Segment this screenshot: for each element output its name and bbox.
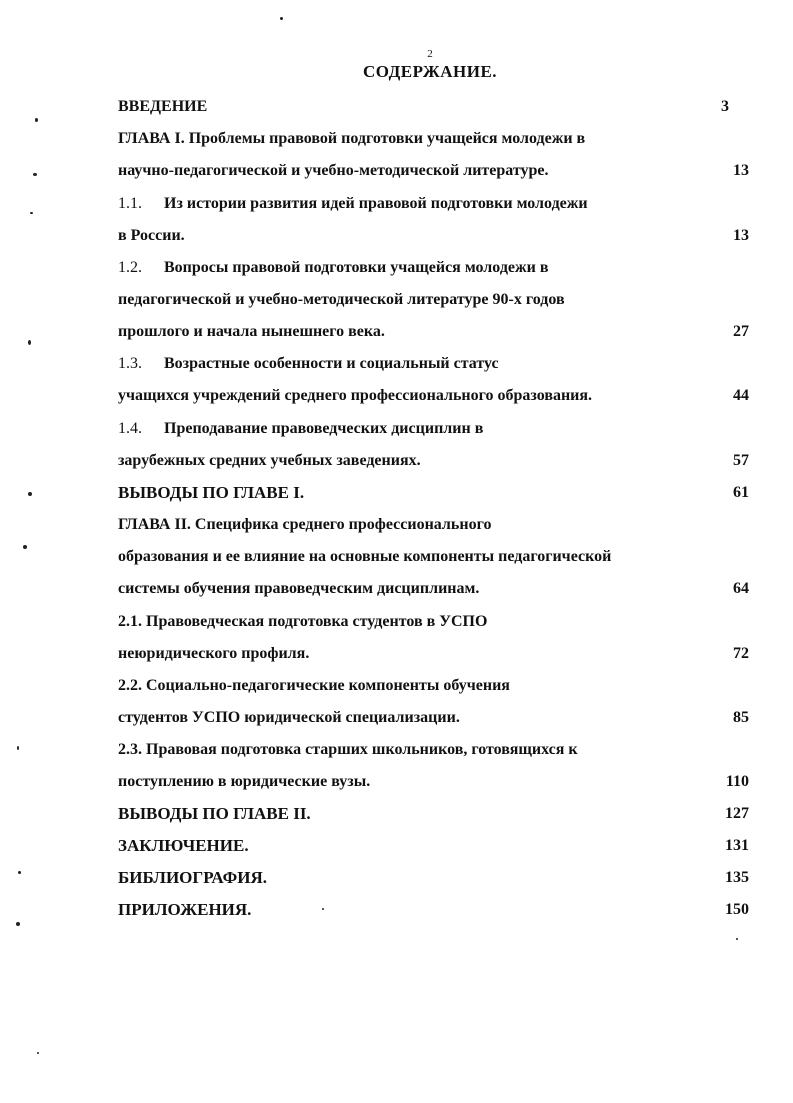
scan-speck — [17, 746, 19, 750]
toc-section-2-1-line1: 2.1. Правоведческая подготовка студентов в УСПО — [118, 613, 488, 630]
page-number: 2 — [427, 48, 433, 60]
toc-page-section-1-2: 27 — [733, 323, 749, 340]
toc-page-section-2-3: 110 — [725, 773, 749, 790]
scan-speck — [28, 492, 32, 496]
toc-page-section-1-3: 44 — [733, 387, 749, 404]
scan-speck — [322, 908, 324, 910]
toc-chapter2-line2: образования и ее влияние на основные компоненты педагогической — [118, 548, 612, 565]
toc-chapter1-line1: ГЛАВА I. Проблемы правовой подготовки учащейся молодежи в — [118, 130, 586, 147]
toc-section-2-3-line1: 2.3. Правовая подготовка старших школьников, готовящихся к — [118, 741, 578, 758]
toc-page-conclusions-chapter1: 61 — [733, 484, 749, 501]
toc-bibliography: БИБЛИОГРАФИЯ. — [118, 868, 267, 887]
scan-speck — [35, 118, 38, 122]
toc-section-1-2-line2: педагогической и учебно-методической литературе 90-х годов — [118, 291, 565, 308]
toc-page-intro: 3 — [721, 98, 729, 115]
scan-speck — [37, 1052, 39, 1054]
toc-section-1-1-number: 1.1. — [118, 195, 142, 212]
toc-chapter1-line2: научно-педагогической и учебно-методической литературе. — [118, 162, 549, 179]
toc-page-bibliography: 135 — [725, 869, 749, 886]
scan-speck — [280, 17, 283, 20]
toc-section-1-1-title: Из истории развития идей правовой подготовки молодежи — [164, 195, 588, 212]
toc-section-1-3-number: 1.3. — [118, 355, 142, 372]
toc-section-1-3-line2: учащихся учреждений среднего профессионального образования. — [118, 387, 593, 404]
toc-conclusions-chapter1: ВЫВОДЫ ПО ГЛАВЕ I. — [118, 483, 305, 502]
toc-page-chapter1: 13 — [733, 162, 749, 179]
toc-section-1-1-line2: в России. — [118, 227, 185, 244]
toc-section-1-2-number: 1.2. — [118, 259, 142, 276]
toc-section-2-3-line2: поступлению в юридические вузы. — [118, 773, 371, 790]
toc-section-1-3-title: Возрастные особенности и социальный статус — [164, 355, 499, 372]
toc-conclusion: ЗАКЛЮЧЕНИЕ. — [118, 836, 249, 855]
scan-speck — [18, 871, 21, 874]
toc-section-1-3-line1 — [118, 354, 499, 374]
toc-section-1-4-title: Преподавание правоведческих дисциплин в — [164, 420, 484, 437]
toc-conclusions-chapter2: ВЫВОДЫ ПО ГЛАВЕ II. — [118, 804, 311, 823]
toc-section-2-2-line1: 2.2. Социально-педагогические компоненты обучения — [118, 677, 510, 694]
scan-speck — [16, 922, 20, 926]
toc-page-chapter2: 64 — [733, 580, 749, 597]
toc-section-1-2-line1 — [118, 258, 548, 278]
scan-speck — [736, 938, 738, 940]
toc-section-1-4-number: 1.4. — [118, 420, 142, 437]
toc-page-section-2-1: 72 — [733, 645, 749, 662]
toc-appendices: ПРИЛОЖЕНИЯ. — [118, 900, 252, 919]
toc-chapter2-line3: системы обучения правоведческим дисциплинам. — [118, 580, 480, 597]
toc-section-2-1-line2: неюридического профиля. — [118, 645, 310, 662]
toc-page-appendices: 150 — [725, 901, 749, 918]
toc-page-section-2-2: 85 — [733, 709, 749, 726]
toc-section-1-1-line1 — [118, 194, 588, 214]
toc-page-section-1-1: 13 — [733, 227, 749, 244]
toc-page-section-1-4: 57 — [733, 452, 749, 469]
toc-section-1-4-line2: зарубежных средних учебных заведениях. — [118, 452, 421, 469]
toc-section-2-2-line2: студентов УСПО юридической специализации. — [118, 709, 460, 726]
toc-page-conclusion: 131 — [725, 837, 749, 854]
toc-chapter2-line1: ГЛАВА II. Специфика среднего профессионального — [118, 516, 492, 533]
toc-section-1-2-line3: прошлого и начала нынешнего века. — [118, 323, 385, 340]
scan-speck — [28, 340, 31, 345]
scan-speck — [30, 212, 33, 214]
page-title: СОДЕРЖАНИЕ. — [362, 62, 498, 81]
scan-speck — [23, 545, 27, 549]
toc-section-1-2-title: Вопросы правовой подготовки учащейся молодежи в — [164, 259, 549, 276]
toc-section-1-4-line1 — [118, 419, 483, 439]
toc-intro: ВВЕДЕНИЕ — [118, 98, 208, 115]
scan-speck — [33, 173, 37, 176]
toc-page-conclusions-chapter2: 127 — [725, 805, 749, 822]
